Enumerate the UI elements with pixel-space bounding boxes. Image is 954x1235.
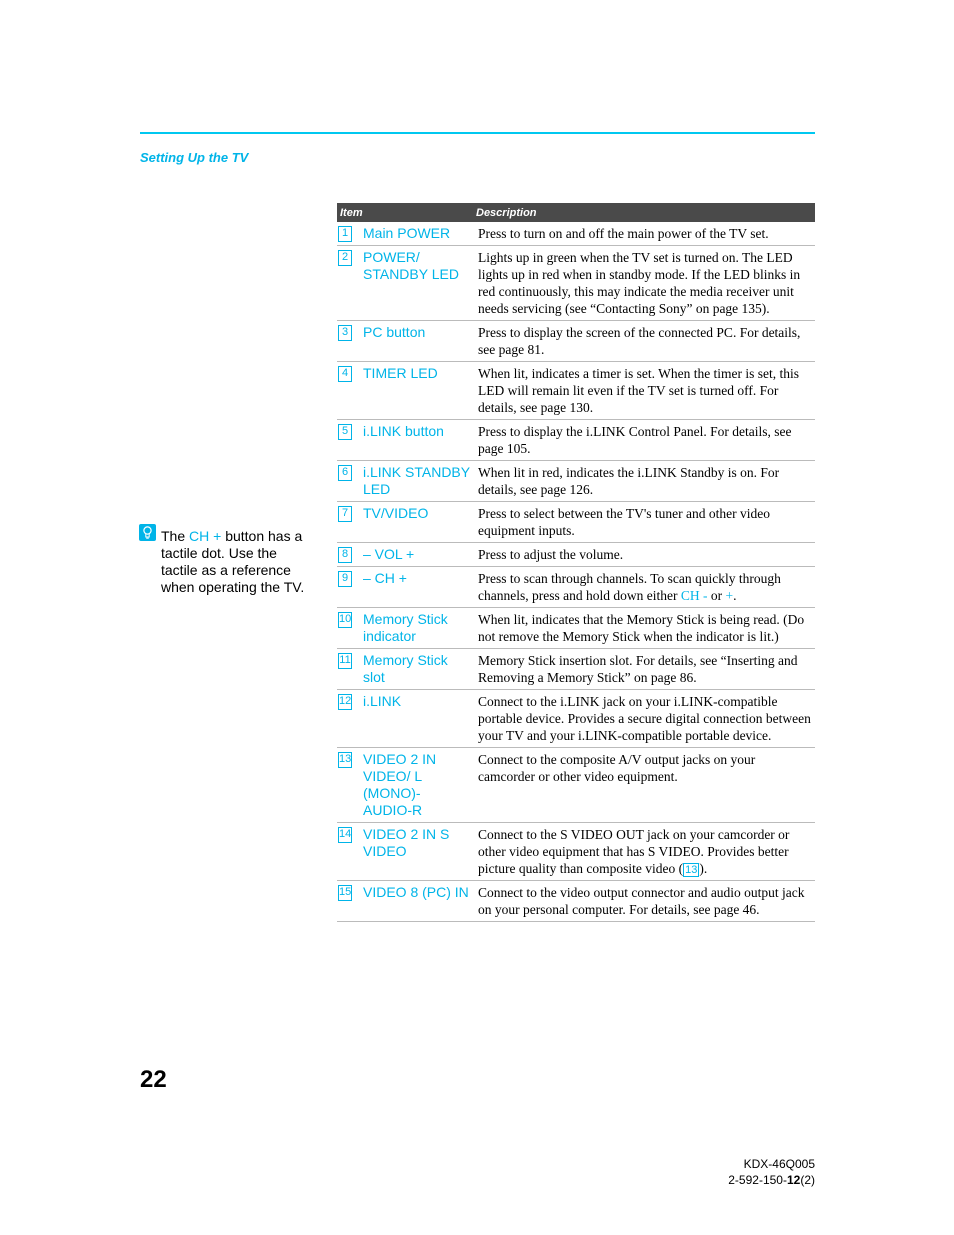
lightbulb-icon xyxy=(139,524,156,541)
item-number: 5 xyxy=(338,424,352,440)
item-cell xyxy=(337,881,473,922)
item-label: Main POWER xyxy=(363,225,451,241)
col-item-header: Item xyxy=(337,203,473,222)
col-desc-header: Description xyxy=(473,203,815,222)
table-row xyxy=(337,823,815,881)
table-row xyxy=(337,748,815,823)
item-number: 10 xyxy=(338,612,352,628)
table-row xyxy=(337,543,815,567)
table-row xyxy=(337,502,815,543)
item-number: 8 xyxy=(338,547,352,563)
item-label: i.LINK button xyxy=(363,423,444,439)
item-cell xyxy=(337,246,473,321)
item-label: Memory Stick indicator xyxy=(363,611,448,644)
item-number: 4 xyxy=(338,366,352,382)
top-rule xyxy=(140,132,815,134)
item-label: VIDEO 2 IN S VIDEO xyxy=(363,826,450,859)
model-info xyxy=(728,1156,815,1188)
item-number: 14 xyxy=(338,827,352,843)
item-cell xyxy=(337,748,473,823)
item-number: 11 xyxy=(338,653,352,669)
item-number: 13 xyxy=(338,752,352,768)
description-cell: Press to turn on and off the main power of the TV set. xyxy=(473,222,815,246)
table-row xyxy=(337,321,815,362)
description-cell: Press to scan through channels. To scan quickly through channels, press and hold down either CH - or +. xyxy=(473,567,815,608)
description-cell: Press to display the i.LINK Control Panel. For details, see page 105. xyxy=(473,420,815,461)
description-cell: Lights up in green when the TV set is turned on. The LED lights up in red when in standby mode. If the LED blinks in red continuously, this may indicate the media receiver unit needs servicing (see “Contacting Sony” on page 135). xyxy=(473,246,815,321)
item-table xyxy=(337,203,815,922)
description-cell: Press to select between the TV's tuner and other video equipment inputs. xyxy=(473,502,815,543)
item-cell xyxy=(337,567,473,608)
model-number: KDX-46Q005 xyxy=(743,1157,815,1171)
item-label: i.LINK STANDBY LED xyxy=(363,464,470,497)
item-number: 2 xyxy=(338,250,352,266)
item-number: 7 xyxy=(338,506,352,522)
table-row xyxy=(337,461,815,502)
table-row xyxy=(337,567,815,608)
item-cell xyxy=(337,461,473,502)
item-number: 15 xyxy=(338,885,352,901)
table-row xyxy=(337,881,815,922)
item-cell xyxy=(337,608,473,649)
item-number: 9 xyxy=(338,571,352,587)
table-row xyxy=(337,649,815,690)
desc-ref-number: 13 xyxy=(685,864,698,876)
section-title: Setting Up the TV xyxy=(140,150,249,165)
item-label: i.LINK xyxy=(363,693,402,709)
description-cell: Connect to the S VIDEO OUT jack on your camcorder or other video equipment that has S VIDEO. Provides better picture quality than composite video ( 13 ). xyxy=(473,823,815,881)
item-label: Memory Stick slot xyxy=(363,652,448,685)
table-header xyxy=(337,203,815,222)
item-number: 3 xyxy=(338,325,352,341)
page-number: 22 xyxy=(140,1066,167,1093)
table-row xyxy=(337,222,815,246)
item-cell xyxy=(337,649,473,690)
item-label: – CH + xyxy=(363,570,407,586)
item-label: VIDEO 8 (PC) IN xyxy=(363,884,469,900)
desc-key: + xyxy=(725,588,734,603)
description-cell: Connect to the video output connector and audio output jack on your personal computer. For details, see page 46. xyxy=(473,881,815,922)
item-cell xyxy=(337,362,473,420)
item-cell xyxy=(337,420,473,461)
item-label: – VOL + xyxy=(363,546,415,562)
item-label: TIMER LED xyxy=(363,365,438,381)
table-row xyxy=(337,362,815,420)
table-row xyxy=(337,690,815,748)
description-cell: Press to adjust the volume. xyxy=(473,543,815,567)
description-cell: When lit, indicates that the Memory Stick is being read. (Do not remove the Memory Stick when the indicator is lit.) xyxy=(473,608,815,649)
item-label: VIDEO 2 IN VIDEO/ L (MONO)- AUDIO-R xyxy=(363,751,437,818)
item-number: 1 xyxy=(338,226,352,242)
tip-key: CH + xyxy=(189,528,222,544)
table-row xyxy=(337,246,815,321)
description-cell: Connect to the i.LINK jack on your i.LINK-compatible portable device. Provides a secure digital connection between your TV and your i.LINK-compatible portable device. xyxy=(473,690,815,748)
item-label: PC button xyxy=(363,324,426,340)
description-cell: Connect to the composite A/V output jacks on your camcorder or other video equipment. xyxy=(473,748,815,823)
item-cell xyxy=(337,222,473,246)
description-cell: Press to display the screen of the connected PC. For details, see page 81. xyxy=(473,321,815,362)
description-cell: Memory Stick insertion slot. For details, see “Inserting and Removing a Memory Stick” on page 86. xyxy=(473,649,815,690)
tip-text: The CH + button has a tactile dot. Use the tactile as a reference when operating the TV. xyxy=(161,528,305,595)
item-number: 12 xyxy=(338,694,352,710)
table-row xyxy=(337,420,815,461)
item-cell xyxy=(337,823,473,881)
item-cell xyxy=(337,543,473,567)
item-cell xyxy=(337,321,473,362)
table-row xyxy=(337,608,815,649)
item-number: 6 xyxy=(338,465,352,481)
doc-code: 2-592-150-12(2) xyxy=(728,1173,815,1187)
item-label: TV/VIDEO xyxy=(363,505,429,521)
item-cell xyxy=(337,690,473,748)
description-cell: When lit, indicates a timer is set. When the timer is set, this LED will remain lit even if the TV set is turned off. For details, see page 130. xyxy=(473,362,815,420)
item-label: POWER/ STANDBY LED xyxy=(363,249,459,282)
item-cell xyxy=(337,502,473,543)
desc-key: CH - xyxy=(680,588,708,603)
description-cell: When lit in red, indicates the i.LINK Standby is on. For details, see page 126. xyxy=(473,461,815,502)
